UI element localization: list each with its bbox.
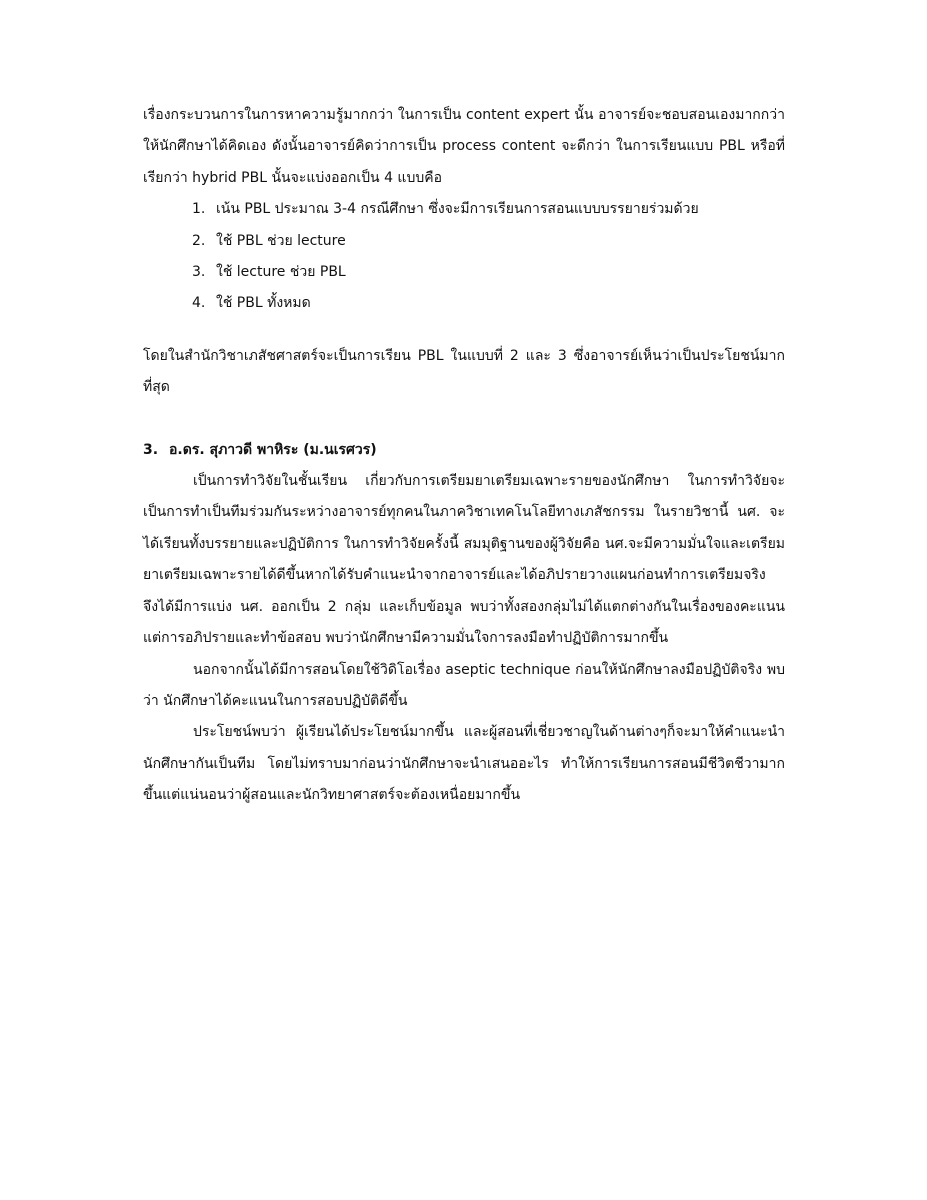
list-item-number: 4. [192,295,206,312]
section-paragraph: เป็นการทำวิจัยในชั้นเรียน เกี่ยวกับการเตรียมยาเตรียมเฉพาะรายของนักศึกษา ในการทำวิจัยจะเป็นการทำเป็นทีมร่วมกันระหว่างอาจารย์ทุกคนในภาควิชาเทคโนโลยีทางเภสัชกรรม ในรายวิชานี้ นศ. จะได้เรียนทั้งบรรยายและปฏิบัติการ ในการทำวิจัยครั้งนี้ สมมุติฐานของผู้วิจัยคือ นศ.จะมีความมั่นใจและเตรียมยาเตรียมเฉพาะรายได้ดีขึ้นหากได้รับคำแนะนำจากอาจารย์และได้อภิปรายวางแผนก่อนทำการเตรียมจริง จึงได้มีการแบ่ง นศ. ออกเป็น 2 กลุ่ม และเก็บข้อมูล พบว่าทั้งสองกลุ่มไม่ได้แตกต่างกันในเรื่องของคะแนน แต่การอภิปรายและทำข้อสอบ พบว่านักศึกษามีความมั่นใจการลงมือทำปฏิบัติการมากขึ้น [143,473,785,647]
list-item-number: 2. [192,232,206,249]
intro-paragraph: เรื่องกระบวนการในการหาความรู้มากกว่า ในการเป็น content expert นั้น อาจารย์จะชอบสอนเองมากกว่าให้นักศึกษาได้คิดเอง ดังนั้นอาจารย์คิดว่าการเป็น process content จะดีกว่า ในการเรียนแบบ PBL หรือที่เรียกว่า hybrid PBL นั้นจะแบ่งออกเป็น 4 แบบคือ [143,107,785,186]
list-item-text: ใช้ PBL ช่วย lecture [216,232,346,249]
section-title: อ.ดร. สุภาวดี พาหิระ (ม.นเรศวร) [169,441,377,458]
list-item-text: ใช้ PBL ทั้งหมด [216,295,311,312]
section-paragraph: นอกจากนั้นได้มีการสอนโดยใช้วิดิโอเรื่อง aseptic technique ก่อนให้นักศึกษาลงมือปฏิบัติจริง พบว่า นักศึกษาได้คะแนนในการสอบปฏิบัติดีขึ้น [143,661,785,709]
section-number: 3. [143,441,159,458]
section-paragraph: ประโยชน์พบว่า ผู้เรียนได้ประโยชน์มากขึ้น และผู้สอนที่เชี่ยวชาญในด้านต่างๆก็จะมาให้คำแนะนำนักศึกษากันเป็นทีม โดยไม่ทราบมาก่อนว่านักศึกษาจะนำเสนออะไร ทำให้การเรียนการสอนมีชีวิตชีวามากขึ้นแต่แน่นอนว่าผู้สอนและนักวิทยาศาสตร์จะต้องเหนื่อยมากขึ้น [143,724,785,804]
list-item-text: เน้น PBL ประมาณ 3-4 กรณีศึกษา ซึ่งจะมีการเรียนการสอนแบบบรรยายร่วมด้วย [216,201,699,218]
document-page [143,100,785,812]
list-item [143,288,785,319]
section-heading [143,435,785,466]
list-item-text: ใช้ lecture ช่วย PBL [216,264,346,281]
hybrid-pbl-list [143,194,785,320]
list-item [143,257,785,288]
closing-paragraph: โดยในสำนักวิชาเภสัชศาสตร์จะเป็นการเรียน PBL ในแบบที่ 2 และ 3 ซึ่งอาจารย์เห็นว่าเป็นประโยชน์มากที่สุด [143,347,785,396]
list-item-number: 3. [192,264,206,281]
list-item-number: 1. [192,201,206,218]
list-item [143,226,785,257]
list-item [143,194,785,225]
